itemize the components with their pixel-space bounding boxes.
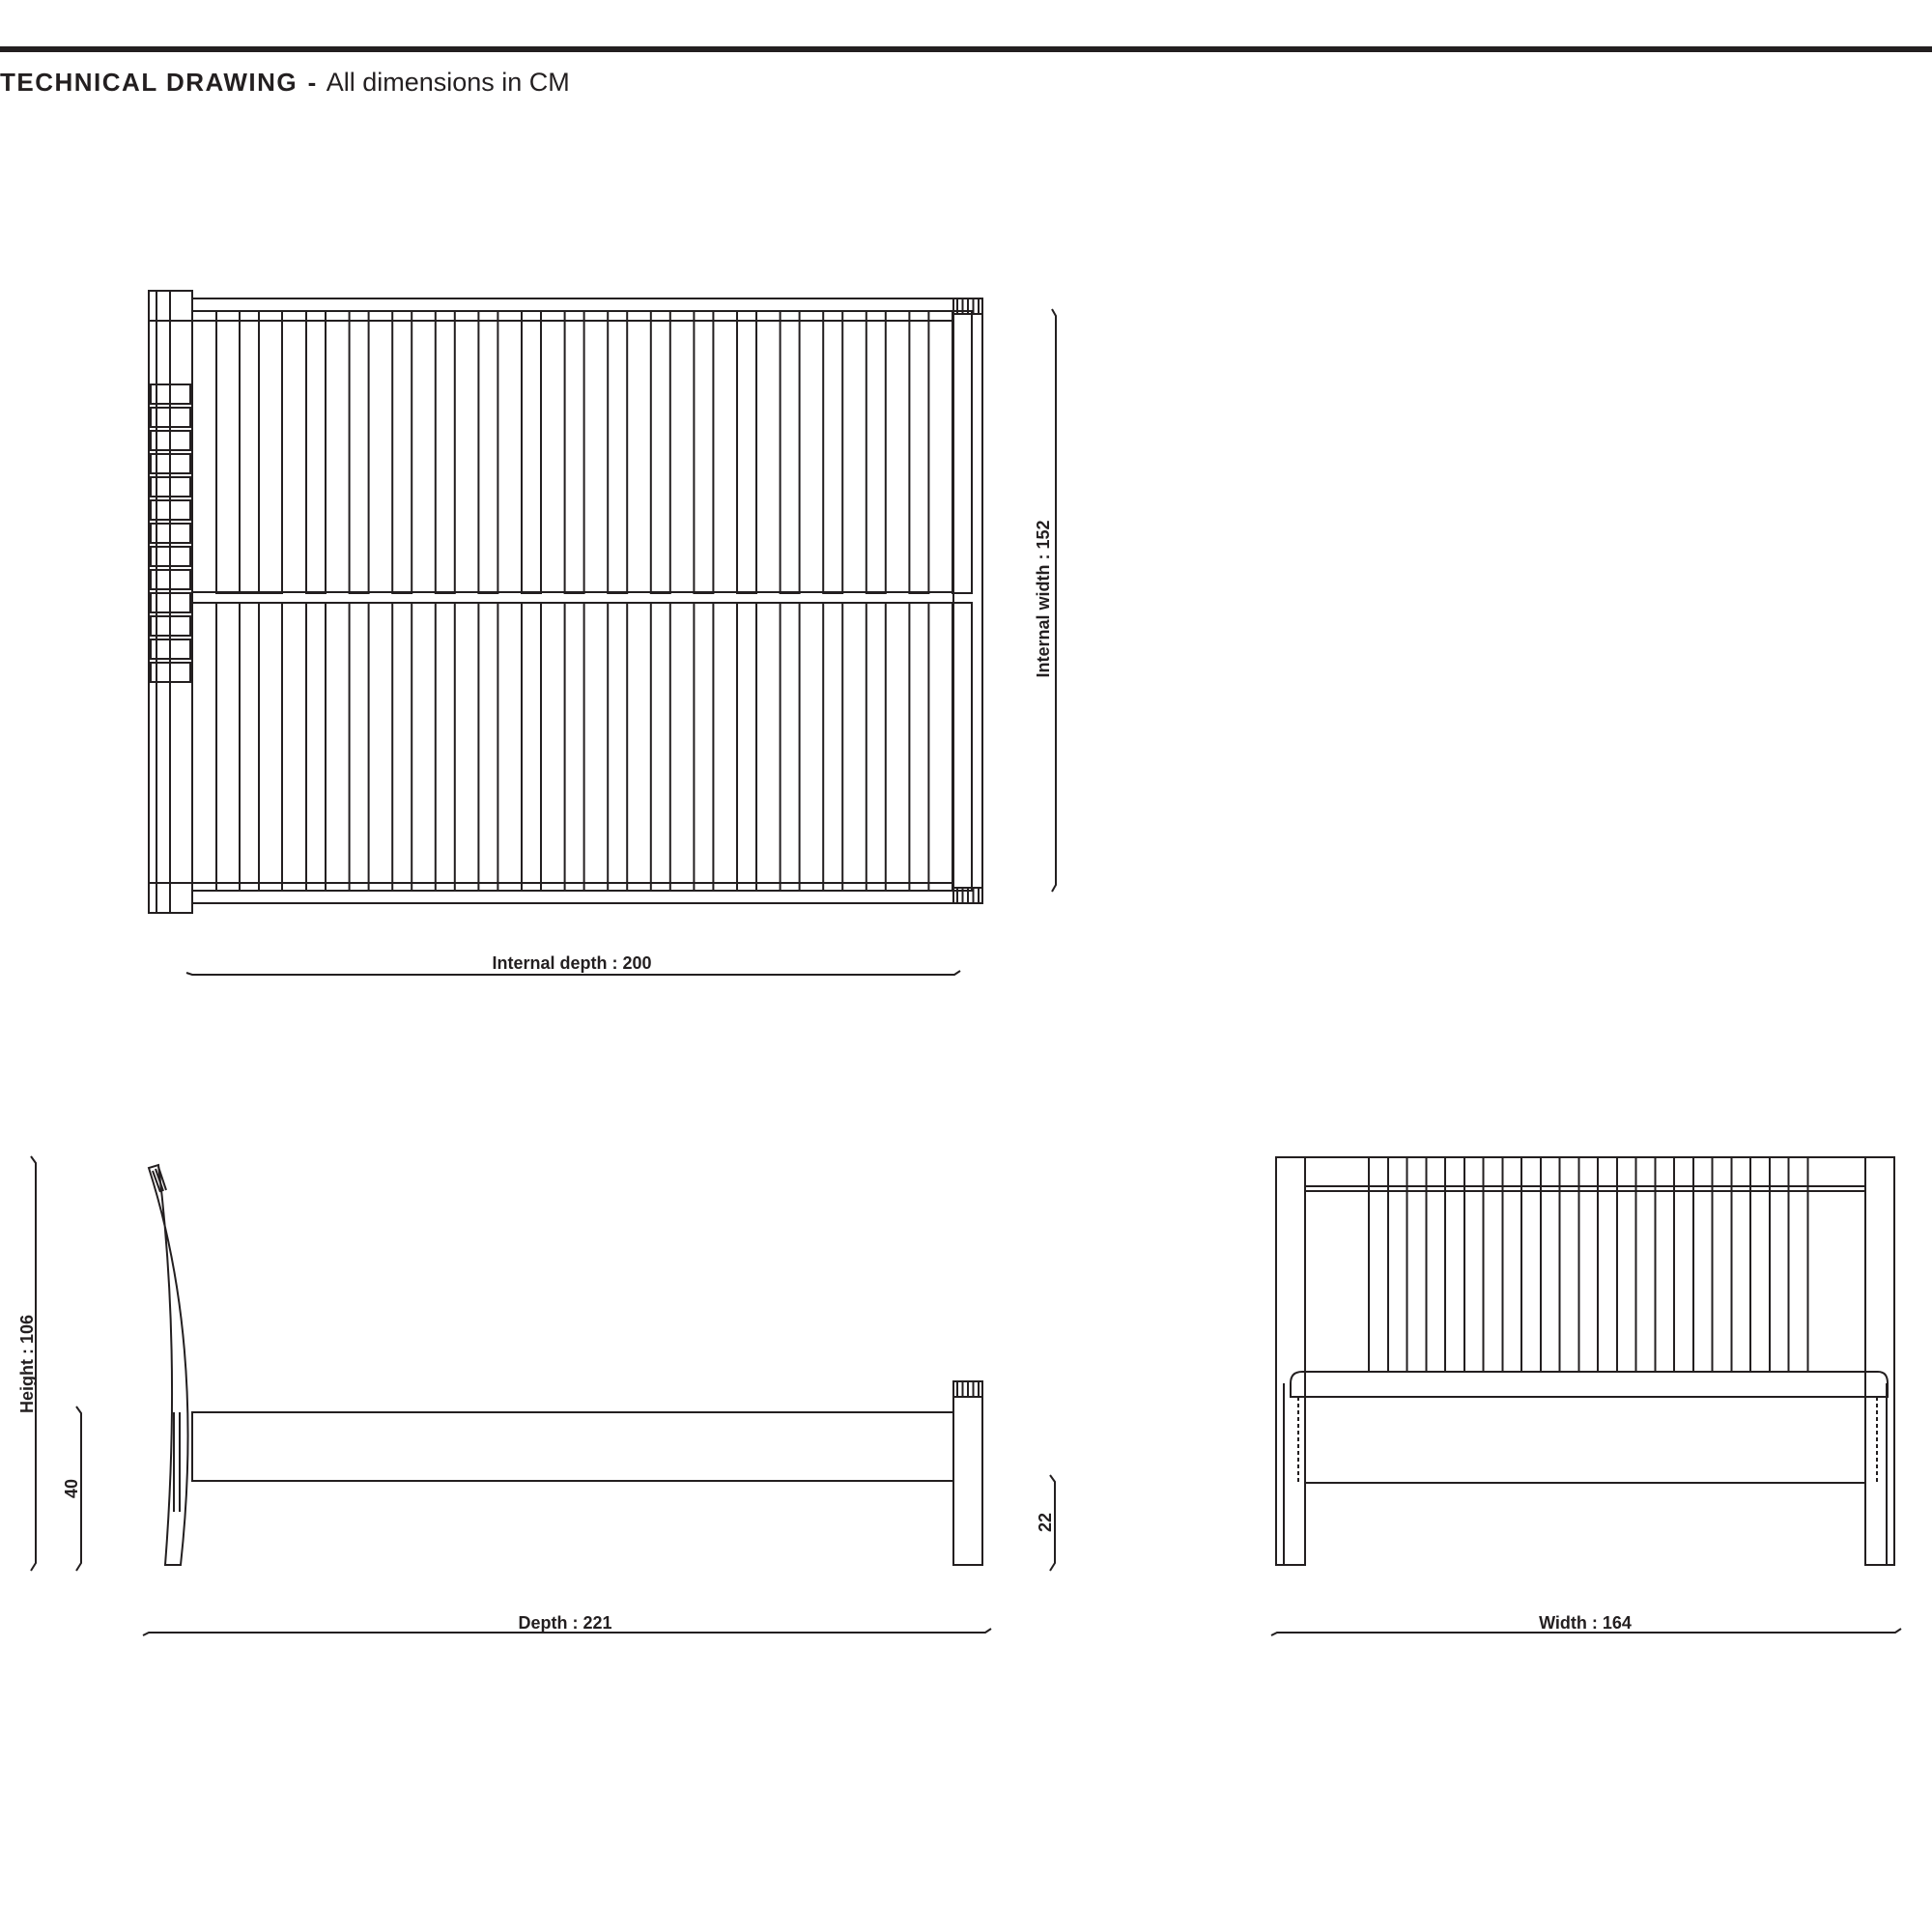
plan-slat [867, 311, 886, 593]
front-slat [1407, 1157, 1427, 1372]
front-slat [1560, 1157, 1579, 1372]
plan-slat [823, 603, 842, 891]
side-view [149, 1165, 982, 1565]
page-subtitle: All dimensions in CM [326, 68, 570, 97]
plan-slat [436, 311, 455, 593]
plan-slats [306, 311, 972, 891]
internal-width-label: Internal width : 152 [1034, 520, 1053, 678]
front-slat [1369, 1157, 1388, 1372]
height-label: Height : 106 [17, 1314, 37, 1414]
plan-slat [737, 603, 756, 891]
plan-footboard-ticks [957, 298, 979, 903]
front-slat [1674, 1157, 1693, 1372]
plan-slat [608, 603, 627, 891]
plan-slat [737, 311, 756, 593]
plan-first-slat [216, 603, 282, 891]
front-slat [1598, 1157, 1617, 1372]
front-slat [1521, 1157, 1541, 1372]
front-slat [1636, 1157, 1656, 1372]
plan-slat [651, 603, 670, 891]
plan-side-rail-top [192, 298, 953, 311]
side-headboard [149, 1165, 188, 1565]
plan-slat [608, 311, 627, 593]
plan-slat [392, 311, 412, 593]
plan-slat [823, 311, 842, 593]
plan-slat [694, 603, 713, 891]
plan-slat [392, 603, 412, 891]
internal-depth-label: Internal depth : 200 [492, 953, 652, 973]
plan-slat [522, 603, 541, 891]
side-dimensions [31, 1156, 1055, 1635]
plan-slat [909, 603, 928, 891]
plan-slat [478, 603, 497, 891]
front-slat [1750, 1157, 1770, 1372]
depth-label: Depth : 221 [518, 1613, 612, 1633]
front-post-left [1276, 1157, 1305, 1565]
side-footboard-ticks [957, 1381, 979, 1397]
plan-slat [565, 311, 584, 593]
plan-side-rail-bottom [192, 891, 953, 903]
side-footboard [953, 1381, 982, 1565]
plan-slat [306, 603, 326, 891]
seat-height-label: 40 [62, 1478, 81, 1499]
plan-slat [952, 603, 972, 891]
plan-slat [350, 603, 369, 891]
title-separator: - [307, 68, 317, 97]
front-view [1276, 1157, 1894, 1565]
foot-height-label: 22 [1036, 1512, 1055, 1533]
plan-slat [694, 311, 713, 593]
front-slat [1789, 1157, 1808, 1372]
front-slat [1445, 1157, 1464, 1372]
plan-slat [306, 311, 326, 593]
plan-view [149, 291, 982, 913]
plan-slat [781, 603, 800, 891]
plan-footboard [953, 298, 982, 903]
width-label: Width : 164 [1539, 1613, 1632, 1633]
front-post-right [1865, 1157, 1894, 1565]
plan-slat [651, 311, 670, 593]
plan-slat [952, 311, 972, 593]
plan-slat [909, 311, 928, 593]
front-seat-rail [1291, 1372, 1888, 1397]
plan-first-slat [216, 311, 282, 593]
plan-slat [867, 603, 886, 891]
plan-slat [436, 603, 455, 891]
plan-slat [478, 311, 497, 593]
front-slats [1369, 1157, 1808, 1372]
plan-slat [522, 311, 541, 593]
plan-slat [350, 311, 369, 593]
page-title: TECHNICAL DRAWING [0, 68, 298, 97]
front-slat [1484, 1157, 1503, 1372]
side-rail [192, 1412, 953, 1481]
plan-slat [565, 603, 584, 891]
front-slat [1713, 1157, 1732, 1372]
plan-slat [781, 311, 800, 593]
